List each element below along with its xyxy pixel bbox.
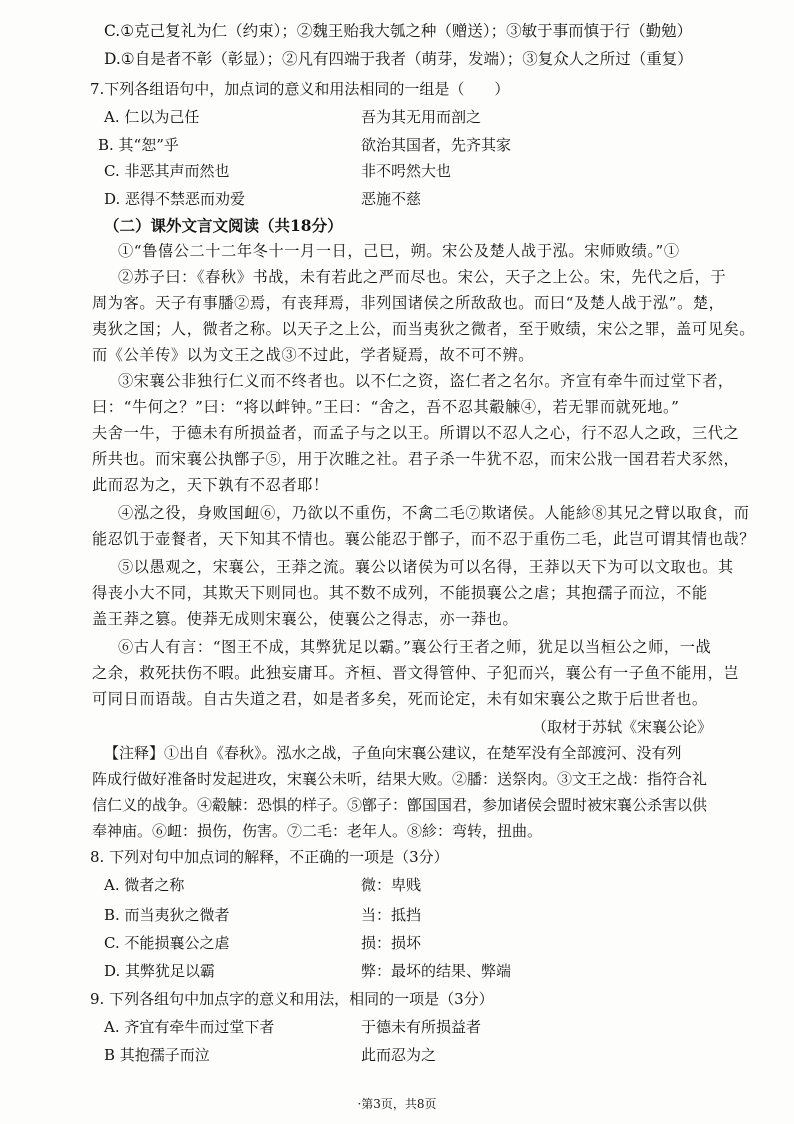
passage-line: ②苏子曰：《春秋》书战，未有若此之严而尽也。宋公，天子之上公。宋，先代之后，于 <box>118 268 727 286</box>
passage-line: 而《公羊传》以为文王之战③不过此，学者疑焉，故不可不辨。 <box>92 346 535 364</box>
q8-option-c: C. 不能损襄公之虐 <box>104 934 230 952</box>
passage-line: ①“鲁僖公二十二年冬十一月一日，己巳，朔。宋公及楚人战于泓。宋师败绩。”① <box>118 242 680 260</box>
passage-line: 之余，救死扶伤不暇。此独妄庸耳。齐桓、晋文得管仲、子犯而兴，襄公有一子鱼不能用，岂 <box>92 664 740 682</box>
question-9-stem: 9. 下列各组句中加点字的意义和用法，相同的一项是（3分） <box>90 990 494 1008</box>
question-8-stem: 8. 下列对句中加点词的解释，不正确的一项是（3分） <box>90 848 449 866</box>
passage-line: ③宋襄公非独行仁义而不终者也。以不仁之资，盗仁者之名尔。齐宣有牵牛而过堂下者， <box>118 372 734 390</box>
section-2-heading: （二）课外文言文阅读（共18分） <box>104 216 343 235</box>
question-6-option-c: C.①克己复礼为仁（约束）；②魏王贻我大瓠之种（赠送）；③敏于事而慎于行（勤勉） <box>104 22 693 40</box>
passage-source: （取材于苏轼《宋襄公论》 <box>532 718 713 736</box>
q7-option-b: B. 其“恕”乎 <box>98 136 179 154</box>
passage-line: 得丧小大不同，其欺天下则同也。其不数不成列，不能损襄公之虐；其抱孺子而泣，不能 <box>92 584 708 602</box>
q7-option-b-pair: 欲治其国者，先齐其家 <box>361 136 512 154</box>
q7-option-d: D. 恶得不禁恶而劝爱 <box>104 190 246 208</box>
passage-line: 周为客。天子有事膰②焉，有丧拜焉，非列国诸侯之所敌敌也。而曰“及楚人战于泓”。楚， <box>92 294 725 312</box>
annotation-line: 信仁义的战争。④觳觫：恐惧的样子。⑤鄫子：鄫国国君，参加诸侯会盟时被宋襄公杀害以供 <box>92 796 708 814</box>
q8-option-a-gloss: 微：卑贱 <box>361 876 422 894</box>
q8-option-d-gloss: 弊：最坏的结果、弊端 <box>361 962 512 980</box>
q7-option-a-pair: 吾为其无用而剖之 <box>361 108 482 126</box>
passage-line: ⑤以愚观之，宋襄公，王莽之流。襄公以诸侯为可以名得，王莽以天下为可以文取也。其 <box>118 558 734 576</box>
q9-option-b: B 其抱孺子而泣 <box>104 1046 210 1064</box>
q8-option-d: D. 其弊犹足以霸 <box>104 962 216 980</box>
q9-option-a-pair: 于德未有所损益者 <box>361 1018 482 1036</box>
passage-line: ⑥古人有言：“图王不成，其弊犹足以霸。”襄公行王者之师，犹足以当桓公之师，一战 <box>118 638 712 656</box>
passage-line: 此而忍为之，天下孰有不忍者耶！ <box>92 476 329 494</box>
annotation-line: 阵成行做好准备时发起进攻，宋襄公未听，结果大败。②膰：送祭肉。③文王之战：指符合礼 <box>92 770 708 788</box>
annotation-line: 奉神庙。⑥衄：损伤，伤害。⑦二毛：老年人。⑧紾：弯转，扭曲。 <box>92 822 543 840</box>
q7-option-c: C. 非恶其声而然也 <box>104 162 230 180</box>
passage-line: 盖王莽之篡。使莽无成则宋襄公，使襄公之得志，亦一莽也。 <box>92 610 519 628</box>
passage-line: 夫舍一牛，于德未有所损益者，而孟子与之以王。所谓以不忍人之心，行不忍人之政，三代之 <box>92 424 740 442</box>
q8-option-b: B. 而当夷狄之微者 <box>104 906 230 924</box>
question-7-stem: 7.下列各组语句中，加点词的意义和用法相同的一组是（ ） <box>90 80 510 98</box>
q8-option-b-gloss: 当：抵挡 <box>361 906 422 924</box>
passage-line: ④泓之役，身败国衄⑥，乃欲以不重伤，不禽二毛⑦欺诸侯。人能紾⑧其兄之臂以取食，而 <box>118 504 750 522</box>
q7-option-a: A. 仁以为己任 <box>104 108 200 126</box>
passage-line: 所共也。而宋襄公执鄫子⑤，用于次睢之社。君子杀一牛犹不忍，而宋公戕一国君若犬豕然， <box>92 450 740 468</box>
q9-option-b-pair: 此而忍为之 <box>361 1046 437 1064</box>
q9-option-a: A. 齐宜有牵牛而过堂下者 <box>104 1018 275 1036</box>
q7-option-c-pair: 非不呺然大也 <box>361 162 452 180</box>
q8-option-a: A. 微者之称 <box>104 876 185 894</box>
page-number: ·第3页，共8页 <box>357 1097 437 1111</box>
passage-line: 能忍饥于壶餐者，天下知其不情也。襄公能忍于鄫子，而不忍于重伤二毛，此岂可谓其情也哉？ <box>92 530 756 548</box>
annotation-line: 【注释】①出自《春秋》。泓水之战，子鱼向宋襄公建议，在楚军没有全部渡河、没有列 <box>104 744 682 762</box>
passage-line: 夷狄之国；人，微者之称。以天子之上公，而当夷狄之微者，至于败绩，宋公之罪，盖可见矣。 <box>92 320 756 338</box>
q7-option-d-pair: 恶施不慈 <box>361 190 422 208</box>
question-6-option-d: D.①自是者不彰（彰显）；②凡有四端于我者（萌芽，发端）；③复众人之所过（重复） <box>104 50 693 68</box>
passage-line: 曰：“牛何之？”曰：“将以衅钟。”王曰：“舍之，吾不忍其觳觫④，若无罪而就死地。” <box>92 398 680 416</box>
passage-line: 可同日而语哉。自古失道之君，如是者多矣，死而论定，未有如宋襄公之欺于后世者也。 <box>92 690 708 708</box>
q8-option-c-gloss: 损：损坏 <box>361 934 422 952</box>
